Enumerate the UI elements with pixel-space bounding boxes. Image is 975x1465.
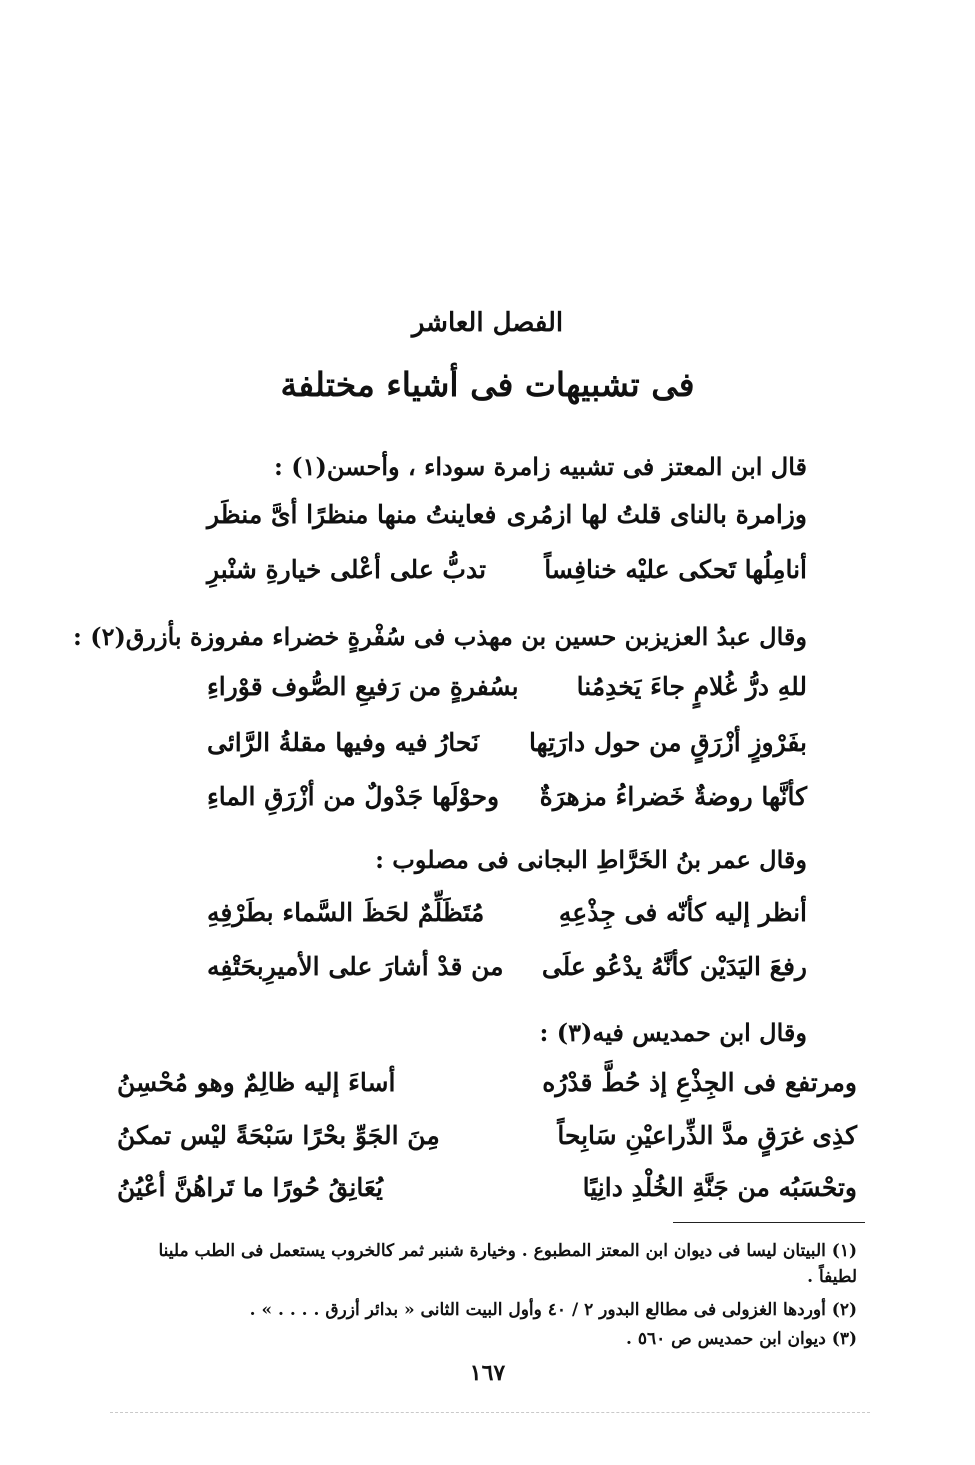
section-intro: وقال عبدُ العزيزبن حسين بن مهذب فى سُفْرةٍ خضراء مفروزة بأزرق(٢) : [72, 622, 807, 651]
verse-line [207, 672, 807, 712]
verse-first-hemistich: وتحْسَبُه من جَنَّةِ الخُلْدِ دانِيًا [582, 1173, 857, 1202]
verse-second-hemistich: من قدْ أشارَ على الأميرِبحَتْفِه [207, 952, 504, 981]
footnote-2: (٢) أوردها الغزولى فى مطالع البدور ٢ / ٤٠ وأول البيت الثانى « بدائر أزرق . . . . » . [249, 1300, 857, 1320]
verse-first-hemistich: للهِ درُّ غُلامٍ جاءَ يَخدِمُنا [576, 672, 807, 701]
verse-second-hemistich: وحوْلَها جَدْولٌ من أزْرَقِ الماءِ [207, 782, 500, 811]
verse-first-hemistich: بفَرْوزٍ أزْرَقٍ من حول دارَتِها [528, 728, 807, 757]
verse-line [207, 728, 807, 768]
verse-line [117, 1068, 857, 1108]
section-intro: قال ابن المعتز فى تشبيه زامرة سوداء ، وأحسن(١) : [274, 452, 807, 481]
footnote-rule [673, 1222, 865, 1223]
verse-second-hemistich: فعاينتُ منها منظرًا أىَّ منظَر [207, 500, 497, 529]
verse-second-hemistich: بسُفرةٍ من رَفيعِ الصُّوف قوْراءِ [207, 672, 519, 701]
footnote-1: (١) البيتان ليسا فى ديوان ابن المعتز المطبوع . وخيارة شنبر ثمر كالخروب يستعمل فى الطب ملينا لطيفاً . [158, 1241, 857, 1287]
verse-line [117, 1173, 857, 1213]
verse-line [207, 555, 807, 595]
verse-first-hemistich: رفعَ اليَدَيْن كأنَّهُ يدْعُو علَى [541, 952, 807, 981]
verse-line [207, 782, 807, 822]
verse-line [117, 1121, 857, 1161]
verse-line [207, 898, 807, 938]
verse-second-hemistich: أساءَ إليه ظالِمٌ وهو مُحْسِنُ [117, 1068, 396, 1097]
section-intro: وقال ابن حمديس فيه(٣) : [539, 1018, 807, 1047]
chapter-title: فى تشبيهات فى أشياء مختلفة [280, 365, 695, 404]
verse-second-hemistich: نَحارُ فيه وفيها مقلةُ الرَّائى [207, 728, 480, 757]
section-intro: وقال عمر بنُ الخَرَّاطِ البجانى فى مصلوب : [375, 845, 807, 874]
verse-second-hemistich: يُعَانِقُ حُورًا ما تَراهُنَّ أعْيُنُ [117, 1173, 384, 1202]
scan-edge-line [110, 1412, 870, 1413]
chapter-label: الفصل العاشر [411, 308, 564, 338]
verse-first-hemistich: أنامِلُها تَحكى عليْه خنافِساً [544, 555, 807, 584]
verse-first-hemistich: كأنَّها روضةٌ خَضراءُ مزهرَةٌ [539, 782, 807, 811]
verse-second-hemistich: مُتَظَلِّمٌ لحَظَ السَّماء بطَرْفِهِ [207, 898, 485, 927]
verse-first-hemistich: كذِى غرَقٍ مدَّ الذِّراعيْنِ سَابِحاً [557, 1121, 857, 1150]
page-number: ١٦٧ [469, 1360, 506, 1386]
verse-second-hemistich: تدبُّ على أعْلى خيارةِ شنْبرِ [207, 555, 487, 584]
verse-line [207, 952, 807, 992]
verse-line [207, 500, 807, 540]
footnote-3: (٣) ديوان ابن حمديس ص ٥٦٠ . [626, 1329, 857, 1349]
verse-first-hemistich: وزامرة بالناى قلتُ لها ازمُرى [506, 500, 807, 529]
verse-second-hemistich: مِنَ الجَوِّ بحْرًا سَبْحَةً ليْس تمكنُ [117, 1121, 440, 1150]
verse-first-hemistich: أنظر إليه كأنّه فى جِذْعِهِ [558, 898, 807, 927]
verse-first-hemistich: ومرتفع فى الجِذْعِ إذ حُطَّ قدْرُه [542, 1068, 857, 1097]
